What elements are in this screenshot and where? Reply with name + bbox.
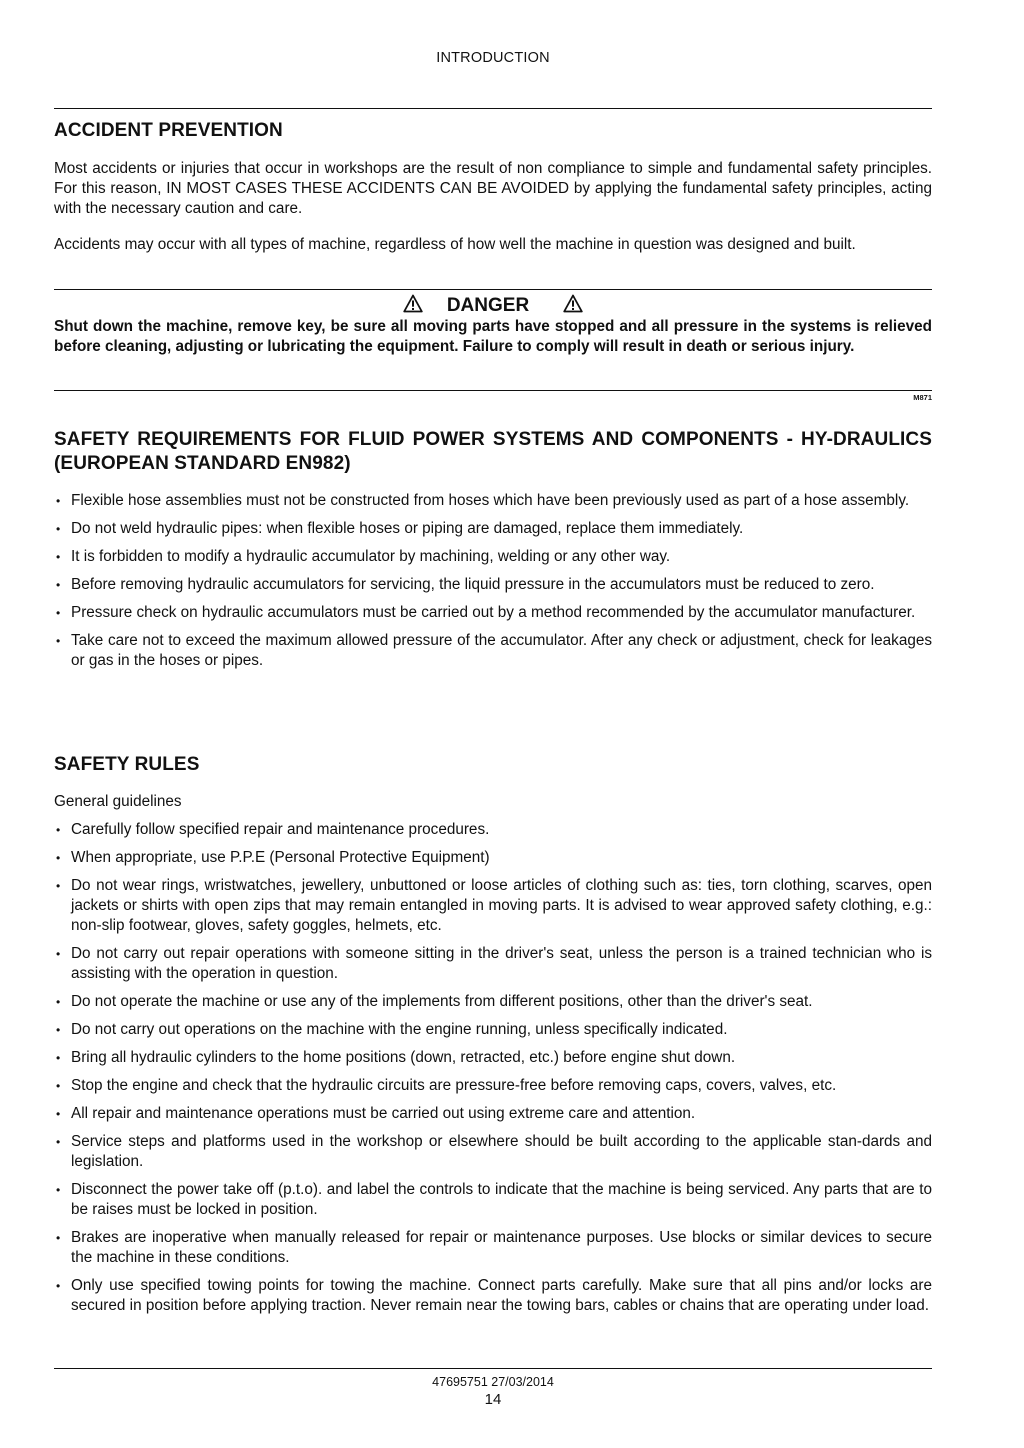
- list-item: • Do not carry out operations on the machine with the engine running, unless specifically indicated.: [56, 1021, 728, 1038]
- running-header: INTRODUCTION: [436, 50, 550, 66]
- list-item: • Disconnect the power take off (p.t.o). and label the controls to indicate that the machine is being serviced. Any parts that are to be raises must be locked in position.: [56, 1181, 932, 1218]
- accident-heading: ACCIDENT PREVENTION: [54, 120, 283, 141]
- list-item: • Only use specified towing points for towing the machine. Connect parts carefully. Make sure that all pins and/or locks are secured in position before applying traction. Never remain near the towing bars, cables or chains that are operating under load.: [56, 1277, 932, 1314]
- list-item: • All repair and maintenance operations must be carried out using extreme care and attention.: [56, 1105, 696, 1122]
- list-item: • Stop the engine and check that the hydraulic circuits are pressure-free before removing caps, covers, valves, etc.: [56, 1077, 837, 1094]
- list-item: • Do not weld hydraulic pipes: when flexible hoses or piping are damaged, replace them immediately.: [56, 520, 744, 537]
- list-item: • Bring all hydraulic cylinders to the home positions (down, retracted, etc.) before engine shut down.: [56, 1049, 736, 1066]
- danger-text: Shut down the machine, remove key, be sure all moving parts have stopped and all pressure in the systems is relieved before cleaning, adjusting or lubricating the equipment. Failure to comply will result in death or serious injury.: [54, 318, 932, 355]
- list-item: • Do not wear rings, wristwatches, jewellery, unbuttoned or loose articles of clothing such as: ties, torn clothing, scarves, open jackets or shirts with open zips that may remain entangled in moving parts. It is advised to wear approved safety clothing, e.g.: non-slip footwear, gloves, safety goggles, helmets, etc.: [56, 877, 932, 934]
- page-number: 14: [484, 1391, 502, 1408]
- list-item: • When appropriate, use P.P.E (Personal Protective Equipment): [56, 849, 490, 866]
- hydraulics-heading: SAFETY REQUIREMENTS FOR FLUID POWER SYSTEMS AND COMPONENTS - HY-DRAULICS (EUROPEAN STANDARD EN982): [54, 429, 932, 474]
- footer-rule: [54, 1368, 932, 1369]
- header-rule: [54, 108, 932, 109]
- safety-rules-heading: SAFETY RULES: [54, 754, 200, 775]
- accident-paragraph-1: Most accidents or injuries that occur in workshops are the result of non compliance to simple and fundamental safety principles. For this reason, IN MOST CASES THESE ACCIDENTS CAN BE AVOIDED by applying the fundamental safety principles, acting with the necessary caution and care.: [54, 160, 932, 217]
- danger-bottom-rule: [54, 390, 932, 391]
- danger-top-rule: [54, 289, 932, 290]
- list-item: • It is forbidden to modify a hydraulic accumulator by machining, welding or any other way.: [56, 548, 671, 565]
- hydraulics-list: [54, 491, 932, 679]
- accident-paragraph-2: Accidents may occur with all types of machine, regardless of how well the machine in question was designed and built.: [54, 236, 856, 253]
- list-item: • Flexible hose assemblies must not be constructed from hoses which have been previously used as part of a hose assembly.: [56, 492, 910, 509]
- general-guidelines-label: General guidelines: [54, 793, 182, 810]
- list-item: • Before removing hydraulic accumulators for servicing, the liquid pressure in the accumulators must be reduced to zero.: [56, 576, 875, 593]
- document-code: 47695751 27/03/2014: [432, 1375, 554, 1389]
- list-item: • Do not operate the machine or use any of the implements from different positions, other than the driver's seat.: [56, 993, 813, 1010]
- list-item: • Do not carry out repair operations with someone sitting in the driver's seat, unless the person is a trained technician who is assisting with the operation in question.: [56, 945, 932, 982]
- danger-reference-code: M871: [913, 393, 932, 402]
- list-item: • Brakes are inoperative when manually released for repair or maintenance purposes. Use blocks or similar devices to secure the machine in these conditions.: [56, 1229, 932, 1266]
- list-item: • Service steps and platforms used in the workshop or elsewhere should be built according to the applicable stan-dards and legislation.: [56, 1133, 932, 1170]
- list-item: • Carefully follow specified repair and maintenance procedures.: [56, 821, 490, 838]
- safety-rules-list: [54, 820, 932, 1324]
- danger-label: DANGER: [446, 295, 530, 316]
- list-item: • Pressure check on hydraulic accumulators must be carried out by a method recommended by the accumulator manufacturer.: [56, 604, 916, 621]
- list-item: • Take care not to exceed the maximum allowed pressure of the accumulator. After any check or adjustment, check for leakages or gas in the hoses or pipes.: [56, 632, 932, 669]
